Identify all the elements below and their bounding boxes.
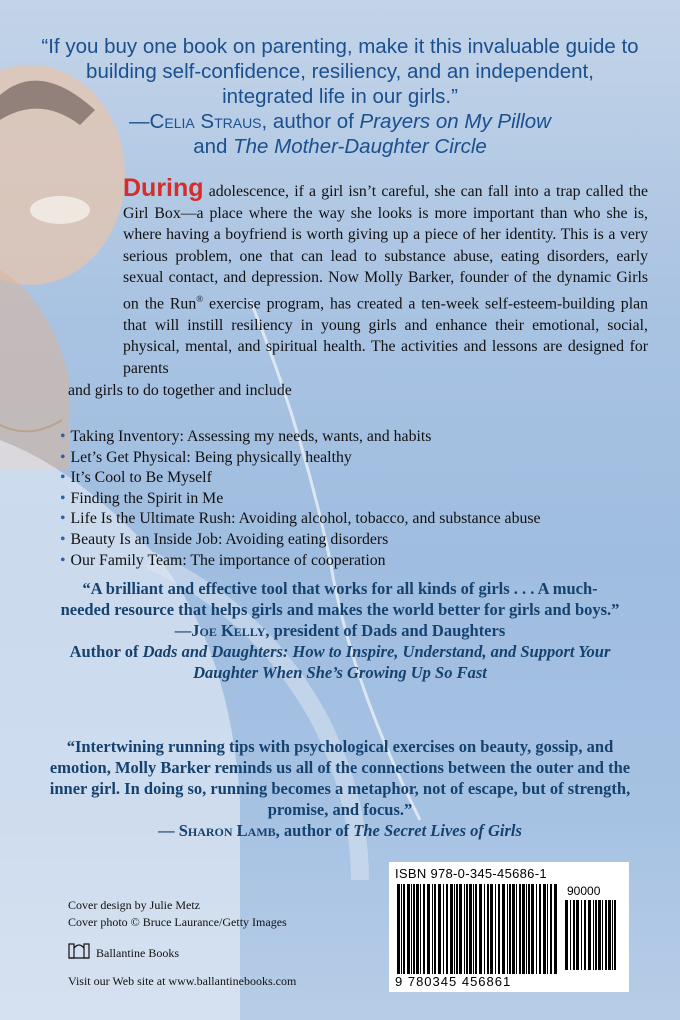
barcode-bar [509,884,511,974]
barcode-bar [547,884,548,974]
activities-list [60,427,541,571]
barcode-bar [443,884,444,974]
bottom-endorsement-quote [40,736,640,841]
barcode-bar [487,884,489,974]
barcode-bar [612,900,613,970]
barcode-bar [550,884,552,974]
barcode-bar [605,900,607,970]
barcode-bar [565,900,568,970]
barcode-bar [397,884,400,974]
top-endorsement-quote [40,34,640,159]
list-item: • Our Family Team: The importance of cooperation [60,551,541,572]
barcode-bar [454,884,455,974]
barcode-bar [469,884,472,974]
quote2-text: “A brilliant and effective tool that works for all kinds of girls . . . A much-needed resource that helps girls and makes the world better for girls and boys.” [60,579,620,619]
barcode-bar [528,884,530,974]
barcode-bar [484,884,485,974]
quote2-attribution-rest: , president of Dads and Daughters [265,621,506,640]
quote2-book: Dads and Daughters: How to Inspire, Understand, and Support Your Daughter When She’s Growing Up So Fast [142,642,611,682]
barcode-bar [570,900,571,970]
design-credit: Cover design by Julie Metz [68,898,200,912]
barcode-bar [490,884,493,974]
barcode-bar [602,900,603,970]
barcode-bar [479,884,482,974]
top-quote-attribution-name: —Celia Straus [129,110,262,133]
barcode-bar [614,900,616,970]
barcode-bar [573,900,575,970]
top-quote-book2: The Mother-Daughter Circle [233,135,487,158]
barcode-bar [498,884,500,974]
barcode-bar [420,884,421,974]
barcode-bar [475,884,477,974]
publisher-logo-icon [68,942,90,964]
barcode-bar [536,884,537,974]
barcode-bar [593,900,594,970]
top-quote-text: “If you buy one book on parenting, make it this invaluable guide to building self-confidence, resiliency, and an independent, integrated life in our girls.” [41,35,639,108]
barcode-bar [411,884,412,974]
barcode-bar [427,884,430,974]
list-item: • It’s Cool to Be Myself [60,468,541,489]
list-item: • Let’s Get Physical: Being physically healthy [60,448,541,469]
barcode-bar [526,884,527,974]
barcode-bar [407,884,410,974]
barcode-bar [507,884,508,974]
registered-mark: ® [196,293,204,304]
barcode-bar [401,884,402,974]
book-description [68,174,648,401]
top-quote-and: and [193,135,234,158]
barcode-bar [512,884,515,974]
drop-word: During [123,174,204,202]
isbn-number: ISBN 978-0-345-45686-1 [395,866,547,881]
publisher [68,942,179,964]
barcode-bar [423,884,425,974]
description-main: adolescence, if a girl isn’t careful, she can fall into a trap called the Girl Box—a place where the way she looks is more important than who she is, where having a boyfriend is worth giving up a piece of her identity. This is a very serious problem, one that can lead to substance abuse, eating disorders, early sexual contact, and depression. Now Molly Barker, founder of the dynamic Girls on the Run [123,183,648,313]
barcode-bar [438,884,441,974]
description-rest: exercise program, has created a ten-week self-esteem-building plan that will instill resiliency in young girls and enhance their emotional, social, physical, mental, and spiritual health. The activities and lessons are designed for parents [123,295,648,378]
list-item: • Taking Inventory: Assessing my needs, wants, and habits [60,427,541,448]
barcode-bar [554,884,557,974]
price-barcode-bars [565,900,617,970]
publisher-website: Visit our Web site at www.ballantinebooks.com [68,974,297,988]
quote3-attribution-rest: , author of [275,821,354,840]
barcode-bar [516,884,517,974]
barcode-bar [413,884,415,974]
middle-endorsement-quote [60,578,620,683]
quote2-attribution-name: —Joe Kelly [174,621,266,640]
list-item: • Life Is the Ultimate Rush: Avoiding alcohol, tobacco, and substance abuse [60,509,541,530]
barcode-bar [432,884,433,974]
barcode-bar [519,884,521,974]
quote2-author-of: Author of [69,642,143,661]
barcode-bar [608,900,611,970]
barcode-bar [584,900,586,970]
barcode-bar [495,884,496,974]
price-code: 90000 [567,884,601,898]
barcode-bar [502,884,505,974]
top-quote-book1: Prayers on My Pillow [359,110,551,133]
quote3-attribution-name: — Sharon Lamb [158,821,276,840]
barcode-bar [598,900,601,970]
quote3-book: The Secret Lives of Girls [353,821,522,840]
barcode-bar [595,900,597,970]
barcode-bar [473,884,474,974]
barcode-bar [446,884,448,974]
barcode-bar [416,884,419,974]
barcode-bar [464,884,465,974]
list-item: • Finding the Spirit in Me [60,489,541,510]
barcode-bar [456,884,458,974]
quote3-text: “Intertwining running tips with psychological exercises on beauty, gossip, and emotion, Molly Barker reminds us all of the connections between the outer and the inner girl. In doing so, running becomes a metaphor, not of escape, but of strength, promise, and focus.” [49,737,631,819]
barcode-bar [531,884,534,974]
barcode-bar [539,884,541,974]
barcode-bar [522,884,525,974]
barcode-bar [576,900,579,970]
barcode-bar [459,884,462,974]
list-item: • Beauty Is an Inside Job: Avoiding eating disorders [60,530,541,551]
ean-digits: 9 780345 456861 [395,974,512,989]
photo-credit: Cover photo © Bruce Laurance/Getty Images [68,915,287,929]
barcode-bar [450,884,453,974]
ean-barcode-bars [397,884,557,974]
barcode-bar [466,884,468,974]
top-quote-attribution-rest: , author of [261,110,360,133]
barcode-bar [581,900,582,970]
barcode [389,862,629,992]
barcode-bar [588,900,591,970]
cover-credits [68,897,287,931]
barcode-bar [543,884,546,974]
barcode-bar [403,884,405,974]
barcode-bar [434,884,436,974]
publisher-name: Ballantine Books [96,945,179,960]
description-last-line: and girls to do together and include [68,381,292,399]
